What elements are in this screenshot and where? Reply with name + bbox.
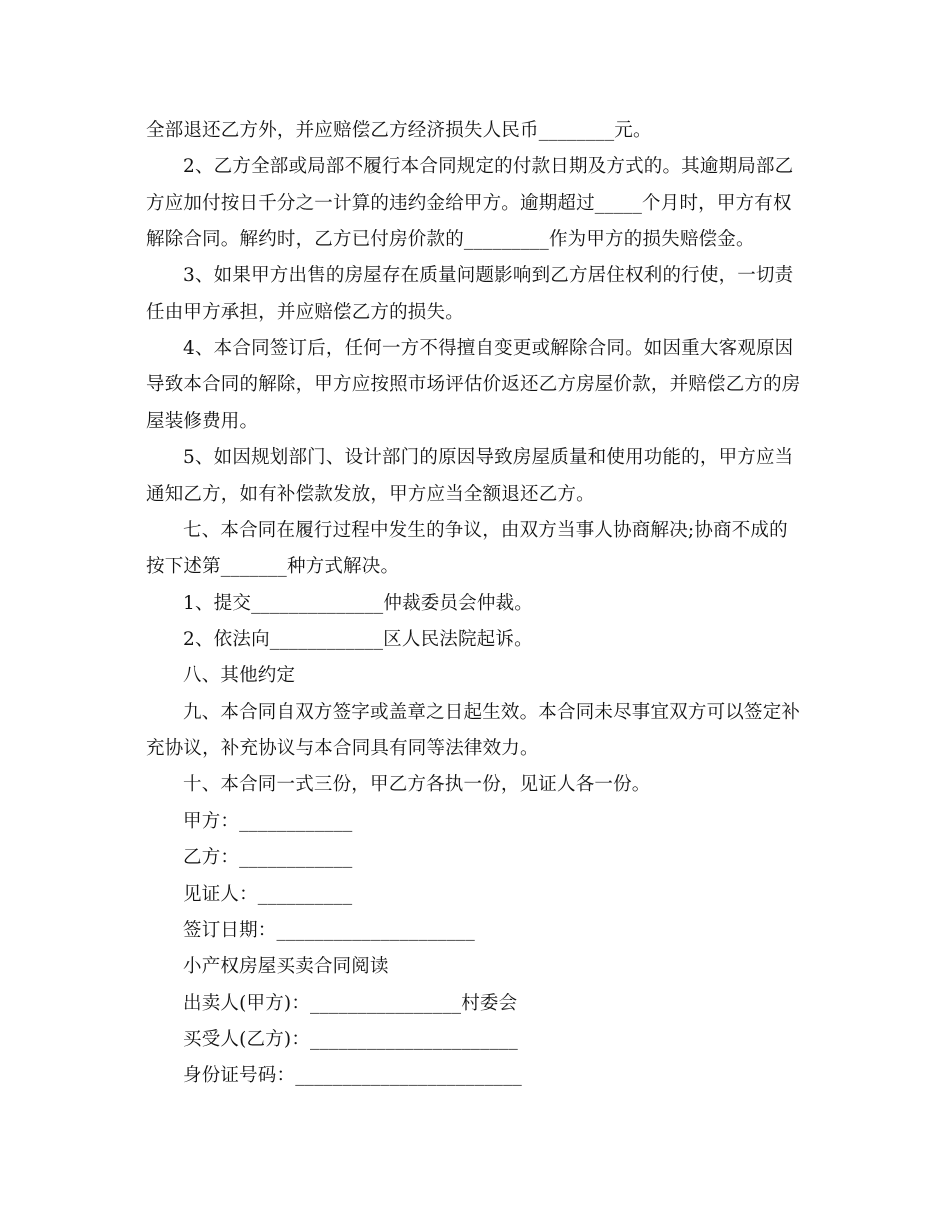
text-line-5: 3、如果甲方出售的房屋存在质量问题影响到乙方居住权利的行使，一切责 [183, 265, 794, 286]
text-line-13: 按下述第_______种方式解决。 [146, 556, 400, 577]
signature-witness: 见证人：__________ [183, 884, 353, 905]
signature-party-a: 甲方：____________ [183, 811, 353, 832]
text-line-2: 2、乙方全部或局部不履行本合同规定的付款日期及方式的。其逾期局部乙 [183, 156, 794, 177]
text-line-11: 通知乙方，如有补偿款发放，甲方应当全额退还乙方。 [146, 484, 595, 505]
signing-date: 签订日期：_____________________ [183, 920, 475, 941]
text-line-10: 5、如因规划部门、设计部门的原因导致房屋质量和使用功能的，甲方应当 [183, 447, 794, 468]
seller-field: 出卖人(甲方)：________________村委会 [183, 993, 518, 1014]
buyer-field: 买受人(乙方)：______________________ [183, 1029, 518, 1050]
text-line-8: 导致本合同的解除，甲方应按照市场评估价返还乙方房屋价款，并赔偿乙方的房 [146, 374, 801, 395]
signature-party-b: 乙方：____________ [183, 847, 353, 868]
text-line-18: 充协议，补充协议与本合同具有同等法律效力。 [146, 738, 539, 759]
text-line-6: 任由甲方承担，并应赔偿乙方的损失。 [146, 302, 464, 323]
text-line-17: 九、本合同自双方签字或盖章之日起生效。本合同未尽事宜双方可以签定补 [183, 702, 801, 723]
text-line-12: 七、本合同在履行过程中发生的争议，由双方当事人协商解决;协商不成的 [183, 520, 788, 541]
text-line-16: 八、其他约定 [183, 665, 296, 686]
text-line-1: 全部退还乙方外，并应赔偿乙方经济损失人民币________元。 [146, 120, 652, 141]
text-line-15: 2、依法向____________区人民法院起诉。 [183, 629, 533, 650]
text-line-9: 屋装修费用。 [146, 411, 259, 432]
text-line-14: 1、提交______________仲裁委员会仲裁。 [183, 593, 533, 614]
text-line-4: 解除合同。解约时，乙方已付房价款的_________作为甲方的损失赔偿金。 [146, 229, 755, 250]
id-number-field: 身份证号码：________________________ [183, 1065, 523, 1086]
text-line-7: 4、本合同签订后，任何一方不得擅自变更或解除合同。如因重大客观原因 [183, 338, 794, 359]
text-line-3: 方应加付按日千分之一计算的违约金给甲方。逾期超过_____个月时，甲方有权 [146, 193, 792, 214]
section-title: 小产权房屋买卖合同阅读 [183, 956, 389, 977]
text-line-19: 十、本合同一式三份，甲乙方各执一份，见证人各一份。 [183, 774, 651, 795]
